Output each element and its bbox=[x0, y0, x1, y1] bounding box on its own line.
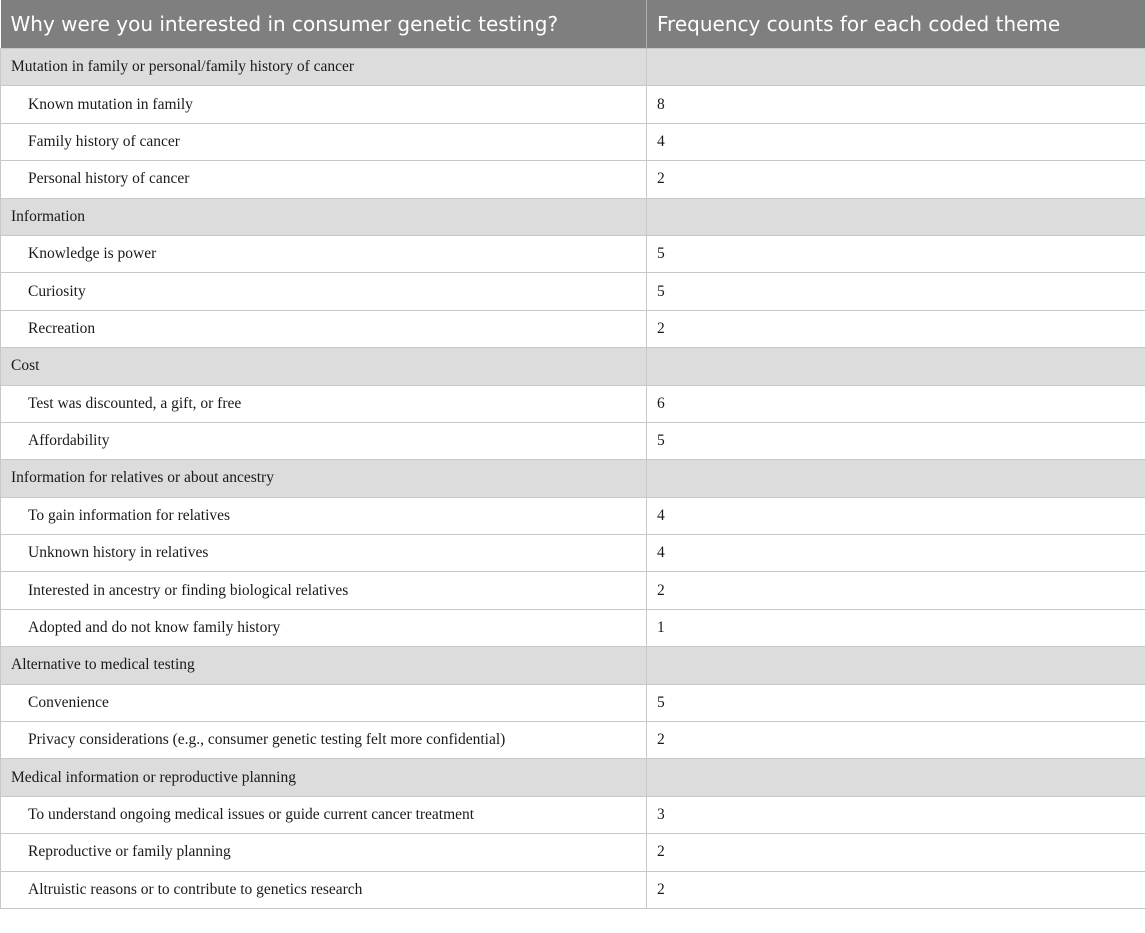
header-frequency: Frequency counts for each coded theme bbox=[647, 0, 1145, 49]
frequency-value: 2 bbox=[647, 572, 1145, 609]
table-row bbox=[1, 497, 1145, 534]
group-row bbox=[1, 49, 1145, 86]
group-row bbox=[1, 647, 1145, 684]
reason-label: Interested in ancestry or finding biological relatives bbox=[1, 572, 647, 609]
frequency-value bbox=[647, 759, 1145, 796]
reason-label: To gain information for relatives bbox=[1, 497, 647, 534]
table-row bbox=[1, 796, 1145, 833]
table-row bbox=[1, 684, 1145, 721]
frequency-value: 2 bbox=[647, 161, 1145, 198]
group-label: Information bbox=[1, 198, 647, 235]
frequency-value: 4 bbox=[647, 497, 1145, 534]
header-row bbox=[1, 0, 1145, 49]
table-row bbox=[1, 161, 1145, 198]
frequency-value bbox=[647, 49, 1145, 86]
frequency-value: 5 bbox=[647, 422, 1145, 459]
frequency-value: 5 bbox=[647, 684, 1145, 721]
table-row bbox=[1, 722, 1145, 759]
frequency-value: 2 bbox=[647, 871, 1145, 908]
frequency-value: 2 bbox=[647, 722, 1145, 759]
reason-label: To understand ongoing medical issues or guide current cancer treatment bbox=[1, 796, 647, 833]
reason-label: Convenience bbox=[1, 684, 647, 721]
frequency-value: 2 bbox=[647, 310, 1145, 347]
reason-label: Affordability bbox=[1, 422, 647, 459]
frequency-value bbox=[647, 647, 1145, 684]
group-label: Alternative to medical testing bbox=[1, 647, 647, 684]
reason-label: Family history of cancer bbox=[1, 123, 647, 160]
reason-label: Knowledge is power bbox=[1, 235, 647, 272]
table-row bbox=[1, 235, 1145, 272]
reason-label: Test was discounted, a gift, or free bbox=[1, 385, 647, 422]
frequency-value bbox=[647, 460, 1145, 497]
table-row bbox=[1, 86, 1145, 123]
reason-label: Unknown history in relatives bbox=[1, 535, 647, 572]
group-row bbox=[1, 348, 1145, 385]
reason-label: Personal history of cancer bbox=[1, 161, 647, 198]
table-row bbox=[1, 535, 1145, 572]
frequency-value: 5 bbox=[647, 273, 1145, 310]
frequency-value: 5 bbox=[647, 235, 1145, 272]
group-label: Medical information or reproductive planning bbox=[1, 759, 647, 796]
table-row bbox=[1, 572, 1145, 609]
header-reason: Why were you interested in consumer genetic testing? bbox=[1, 0, 647, 49]
reason-label: Reproductive or family planning bbox=[1, 834, 647, 871]
table-row bbox=[1, 310, 1145, 347]
frequency-value: 4 bbox=[647, 123, 1145, 160]
table-row bbox=[1, 123, 1145, 160]
reason-label: Recreation bbox=[1, 310, 647, 347]
reason-label: Curiosity bbox=[1, 273, 647, 310]
table-row bbox=[1, 422, 1145, 459]
table-header bbox=[1, 0, 1145, 49]
frequency-value bbox=[647, 348, 1145, 385]
table-row bbox=[1, 609, 1145, 646]
reason-label: Altruistic reasons or to contribute to genetics research bbox=[1, 871, 647, 908]
table-row bbox=[1, 871, 1145, 908]
frequency-value bbox=[647, 198, 1145, 235]
frequency-value: 3 bbox=[647, 796, 1145, 833]
frequency-value: 2 bbox=[647, 834, 1145, 871]
frequency-value: 6 bbox=[647, 385, 1145, 422]
group-label: Mutation in family or personal/family history of cancer bbox=[1, 49, 647, 86]
group-row bbox=[1, 759, 1145, 796]
reason-label: Privacy considerations (e.g., consumer genetic testing felt more confidential) bbox=[1, 722, 647, 759]
frequency-value: 1 bbox=[647, 609, 1145, 646]
group-label: Information for relatives or about ancestry bbox=[1, 460, 647, 497]
group-row bbox=[1, 198, 1145, 235]
table-row bbox=[1, 385, 1145, 422]
table-row bbox=[1, 834, 1145, 871]
reason-label: Known mutation in family bbox=[1, 86, 647, 123]
table-body bbox=[1, 49, 1145, 909]
group-label: Cost bbox=[1, 348, 647, 385]
frequency-value: 4 bbox=[647, 535, 1145, 572]
frequency-value: 8 bbox=[647, 86, 1145, 123]
reason-label: Adopted and do not know family history bbox=[1, 609, 647, 646]
table-row bbox=[1, 273, 1145, 310]
group-row bbox=[1, 460, 1145, 497]
